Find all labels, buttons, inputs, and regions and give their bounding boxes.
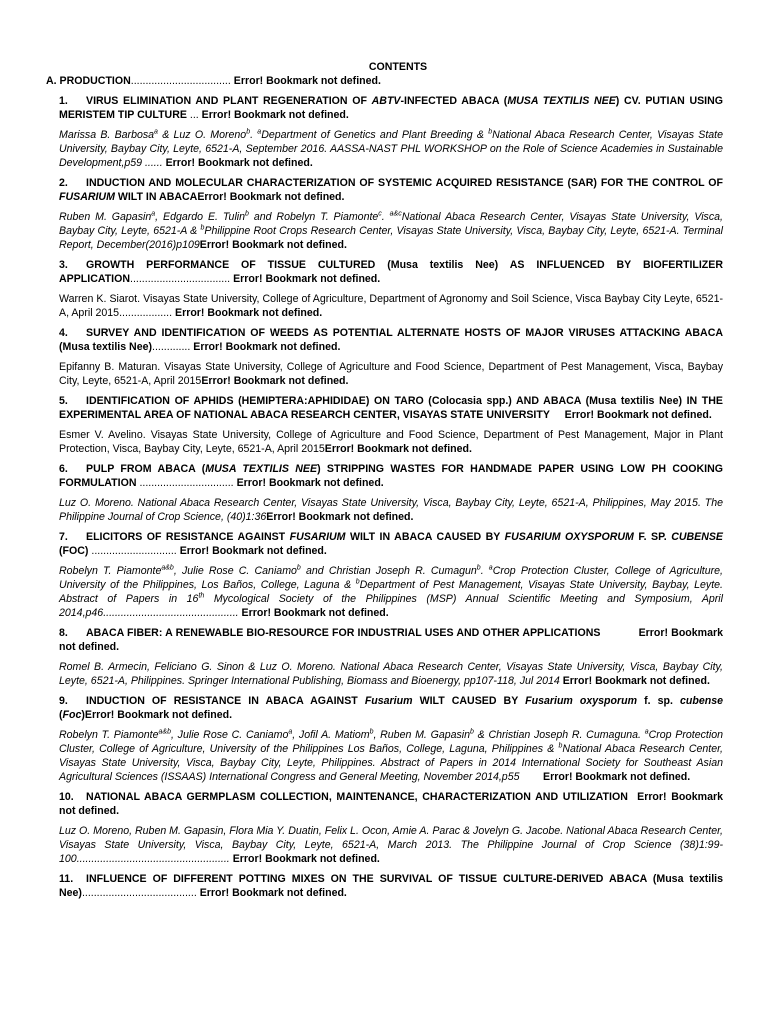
toc-entry-9-title[interactable]: 9. INDUCTION OF RESISTANCE IN ABACA AGAINST Fusarium WILT CAUSED BY Fusarium oxysporum f. sp. cubense (Foc)Error! Bookmark not defined. — [59, 695, 723, 721]
contents-title: CONTENTS — [368, 61, 428, 73]
toc-entry-7-ref: Robelyn T. Piamonte$^{a\&b}$, Julie Rose C. Caniamo$^b$ and Christian Joseph R. Cumagun$^b$. $^a$Crop Protection Cluster, College of Agriculture, University of the Philippines, Los Baños, College, Laguna & $^b$Department of Pest Management, Visayas State University, Baybay, Leyte. Abstract of Papers in 16th Mycological Society of the Philippines (MSP) Annual Scientific Meeting and Symposium, April 2014,p46.............................................. Error! Bookmark not defined. — [59, 564, 724, 619]
toc-entry-10-title[interactable]: 10. NATIONAL ABACA GERMPLASM COLLECTION, MAINTENANCE, CHARACTERIZATION AND UTILIZATION Error! Bookmark not defined. — [59, 791, 723, 817]
toc-entry-1-ref: Marissa B. Barbosa$^a$ & Luz O. Moreno$^b$. $^a$Department of Genetics and Plant Breeding & $^b$National Abaca Research Center, Visayas State University, Baybay City, Leyte, 6521-A, September 2016. AASSA-NAST PHL WORKSHOP on the Role of Science Academies in Sustainable Development,p59 ...... Error! Bookmark not defined. — [59, 128, 723, 169]
toc-entry-6-ref: Luz O. Moreno. National Abaca Research Center, Visayas State University, Visca, Baybay City, Leyte, 6521-A, Philippines, May 2015. The Philippine Journal of Crop Science, (40)1:36Error! Bookmark not defined. — [59, 497, 723, 523]
toc-entry-2-title[interactable]: 2. INDUCTION AND MOLECULAR CHARACTERIZATION OF SYSTEMIC ACQUIRED RESISTANCE (SAR) FOR THE CONTROL OF FUSARIUM WILT IN ABACAError! Bookmark not defined. — [59, 177, 723, 203]
toc-entry-8-title[interactable]: 8. ABACA FIBER: A RENEWABLE BIO-RESOURCE FOR INDUSTRIAL USES AND OTHER APPLICATIONS Error! Bookmark not defined. — [59, 627, 723, 653]
toc-entry-5-ref: Esmer V. Avelino. Visayas State University, College of Agriculture and Food Science, Department of Pest Management, Major in Plant Protection, Visca, Baybay City, Leyte, 6521-A, April 2015Error! Bookmark not defined. — [59, 429, 723, 455]
toc-entry-7-title[interactable]: 7. ELICITORS OF RESISTANCE AGAINST FUSARIUM WILT IN ABACA CAUSED BY FUSARIUM OXYSPORUM F. SP. CUBENSE (FOC) ............................. Error! Bookmark not defined. — [59, 531, 723, 557]
toc-entry-3-ref: Warren K. Siarot. Visayas State University, College of Agriculture, Department of Agronomy and Soil Science, Visca Baybay City Leyte, 6521-A, April 2015.................. Error! Bookmark not defined. — [59, 293, 723, 319]
toc-entry-8-ref: Romel B. Armecin, Feliciano G. Sinon & Luz O. Moreno. National Abaca Research Center, Visayas State University, Visca, Baybay City, Leyte, 6521-A, Philippines. Springer International Publishing, Biomass and Bioenergy, pp107-118, Jul 2014 Error! Bookmark not defined. — [59, 661, 723, 687]
contents-page — [46, 60, 724, 900]
toc-entry-1-title[interactable]: 1. VIRUS ELIMINATION AND PLANT REGENERATION OF ABTV-INFECTED ABACA (MUSA TEXTILIS NEE) CV. PUTIAN USING MERISTEM TIP CULTURE ... Error! Bookmark not defined. — [59, 95, 723, 121]
toc-entry-9-ref: Robelyn T. Piamonte$^{a\&b}$, Julie Rose C. Caniamo$^a$, Jofil A. Matiom$^b$, Ruben M. Gapasin$^b$ & Christian Joseph R. Cumaguna. $^a$Crop Protection Cluster, College of Agriculture, University of the Philippines Los Baños, College, Laguna, Philippines & $^b$National Abaca Research Center, Visayas State University, Visca, Baybay City, Leyte, Philippines. Abstract of Papers in 2014 International Society for Southeast Asian Agricultural Sciences (ISSAAS) International Congress and General Meeting, November 2014,p55 Error! Bookmark not defined. — [59, 728, 723, 783]
toc-entry-11-title[interactable]: 11. INFLUENCE OF DIFFERENT POTTING MIXES ON THE SURVIVAL OF TISSUE CULTURE-DERIVED ABACA (Musa textilis Nee)....................................... Error! Bookmark not defined. — [59, 873, 723, 899]
toc-entry-5-title[interactable]: 5. IDENTIFICATION OF APHIDS (HEMIPTERA:APHIDIDAE) ON TARO (Colocasia spp.) AND ABACA (Musa textilis Nee) IN THE EXPERIMENTAL AREA OF NATIONAL ABACA RESEARCH CENTER, VISAYAS STATE UNIVERSITY Error! Bookmark not defined. — [59, 395, 723, 421]
toc-entry-6-title[interactable]: 6. PULP FROM ABACA (MUSA TEXTILIS NEE) STRIPPING WASTES FOR HANDMADE PAPER USING LOW PH COOKING FORMULATION ................................ Error! Bookmark not defined. — [59, 463, 723, 489]
section-production[interactable]: A. PRODUCTION.................................. Error! Bookmark not defined. — [46, 75, 381, 87]
toc-entry-3-title[interactable]: 3. GROWTH PERFORMANCE OF TISSUE CULTURED (Musa textilis Nee) AS INFLUENCED BY BIOFERTILIZER APPLICATION.................................. Error! Bookmark not defined. — [59, 259, 723, 285]
toc-entry-10-ref: Luz O. Moreno, Ruben M. Gapasin, Flora Mia Y. Duatin, Felix L. Ocon, Amie A. Parac & Jovelyn G. Jacobe. National Abaca Research Center, Visayas State University, Visca, Baybay City, Leyte, 6521-A, March 2013. The Philippine Journal of Crop Science (38)1:99-100.................................................... Error! Bookmark not defined. — [59, 825, 723, 865]
toc-entry-2-ref: Ruben M. Gapasin$^a$, Edgardo E. Tulin$^b$ and Robelyn T. Piamonte$^c$. $^{a\&c}$National Abaca Research Center, Visayas State University, Visca, Baybay City, Leyte, 6521-A & $^b$Philippine Root Crops Research Center, Visayas State University, Visca, Baybay City, Leyte, 6521-A. Terminal Report, December(2016)p109Error! Bookmark not defined. — [59, 210, 724, 251]
toc-entry-4-ref: Epifanny B. Maturan. Visayas State University, College of Agriculture and Food Science, Department of Pest Management, Visca, Baybay City, Leyte, 6521-A, April 2015Error! Bookmark not defined. — [59, 361, 723, 387]
toc-entry-4-title[interactable]: 4. SURVEY AND IDENTIFICATION OF WEEDS AS POTENTIAL ALTERNATE HOSTS OF MAJOR VIRUSES ATTACKING ABACA (Musa textilis Nee)............. Error! Bookmark not defined. — [59, 327, 723, 353]
